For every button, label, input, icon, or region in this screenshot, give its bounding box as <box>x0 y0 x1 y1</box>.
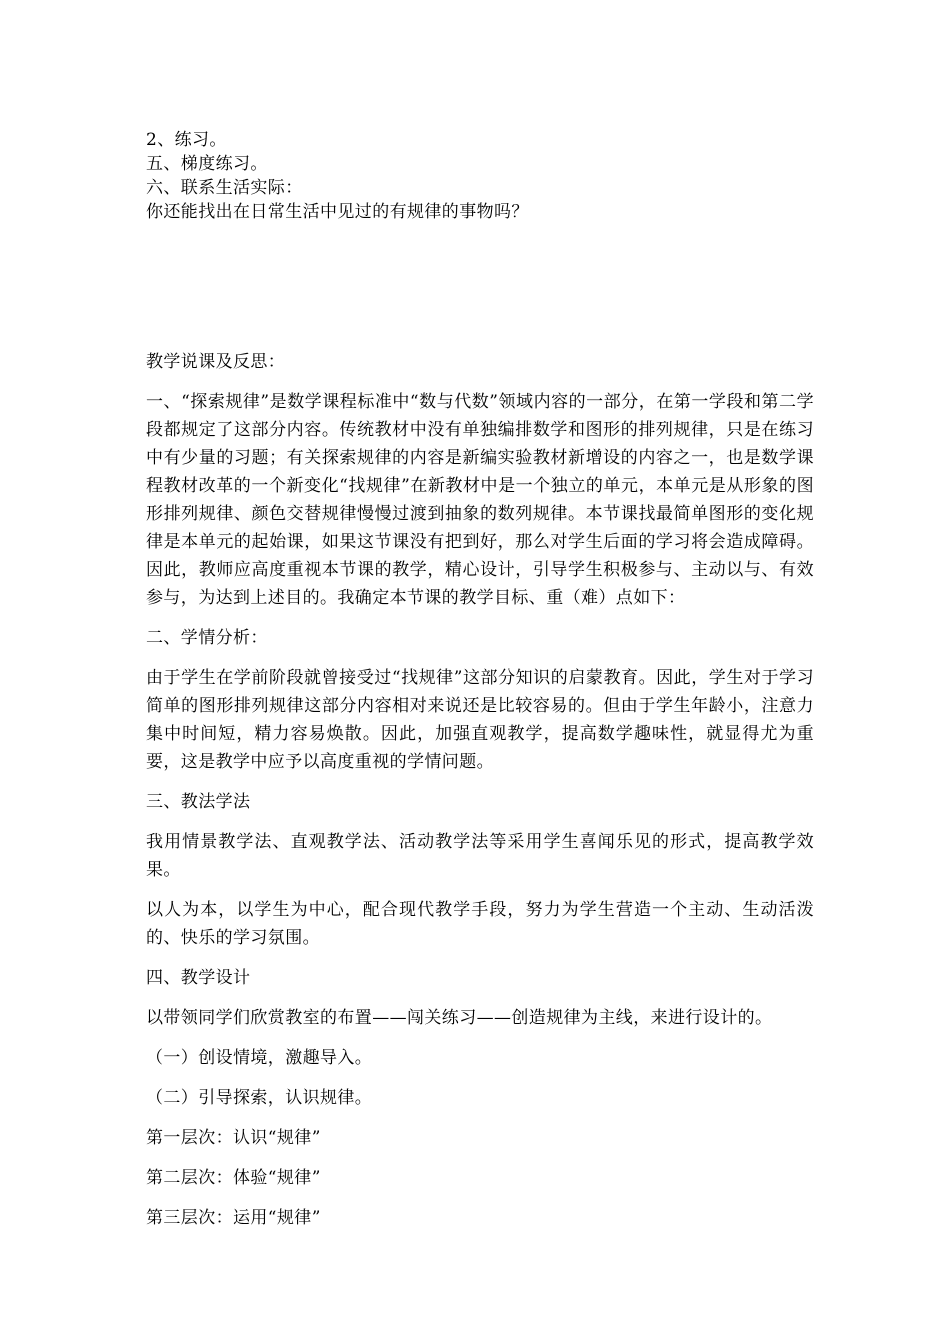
level-2: 第二层次：体验“规律” <box>146 1168 321 1188</box>
reflection-section <box>146 348 814 1244</box>
level-3: 第三层次：运用“规律” <box>146 1208 321 1228</box>
section1-paragraph: 一、“探索规律”是数学课程标准中“数与代数”领域内容的一部分，在第一学段和第二学段都规定了这部分内容。传统教材中没有单独编排数学和图形的排列规律，只是在练习中有少量的习题；有关探索规律的内容是新编实验教材新增设的内容之一，也是数学课程教材改革的一个新变化“找规律”在新教材中是一个独立的单元，本单元是从形象的图形排列规律、颜色交替规律慢慢过渡到抽象的数列规律。本节课找最简单图形的变化规律是本单元的起始课，如果这节课没有把到好，那么对学生后面的学习将会造成障碍。因此，教师应高度重视本节课的教学，精心设计，引导学生积极参与、主动以与、有效参与，为达到上述目的。我确定本节课的教学目标、重（难）点如下： <box>146 392 814 608</box>
section4-paragraph: 以带领同学们欣赏教室的布置——闯关练习——创造规律为主线，来进行设计的。 <box>146 1008 773 1028</box>
step-1: （一）创设情境，激趣导入。 <box>146 1048 373 1068</box>
section3-paragraph-2: 以人为本，以学生为中心，配合现代教学手段，努力为学生营造一个主动、生动活泼的、快乐的学习氛围。 <box>146 900 814 948</box>
list-item: 五、梯度练习。 <box>146 154 268 174</box>
section4-heading: 四、教学设计 <box>146 968 251 988</box>
step-2: （二）引导探索，认识规律。 <box>146 1088 373 1108</box>
section2-heading: 二、学情分析： <box>146 628 268 648</box>
section3-heading: 三、教法学法 <box>146 792 251 812</box>
reflection-title: 教学说课及反思： <box>146 352 286 372</box>
list-item: 六、联系生活实际： <box>146 178 303 198</box>
section3-paragraph-1: 我用情景教学法、直观教学法、活动教学法等采用学生喜闻乐见的形式，提高教学效果。 <box>146 832 814 880</box>
list-item: 2、练习。 <box>146 130 227 150</box>
section2-paragraph: 由于学生在学前阶段就曾接受过“找规律”这部分知识的启蒙教育。因此，学生对于学习简单的图形排列规律这部分内容相对来说还是比较容易的。但由于学生年龄小，注意力集中时间短，精力容易焕散。因此，加强直观教学，提高数学趣味性，就显得尤为重要，这是教学中应予以高度重视的学情问题。 <box>146 668 814 772</box>
level-1: 第一层次：认识“规律” <box>146 1128 321 1148</box>
list-item: 你还能找出在日常生活中见过的有规律的事物吗？ <box>146 202 529 222</box>
exercise-list <box>146 128 814 224</box>
